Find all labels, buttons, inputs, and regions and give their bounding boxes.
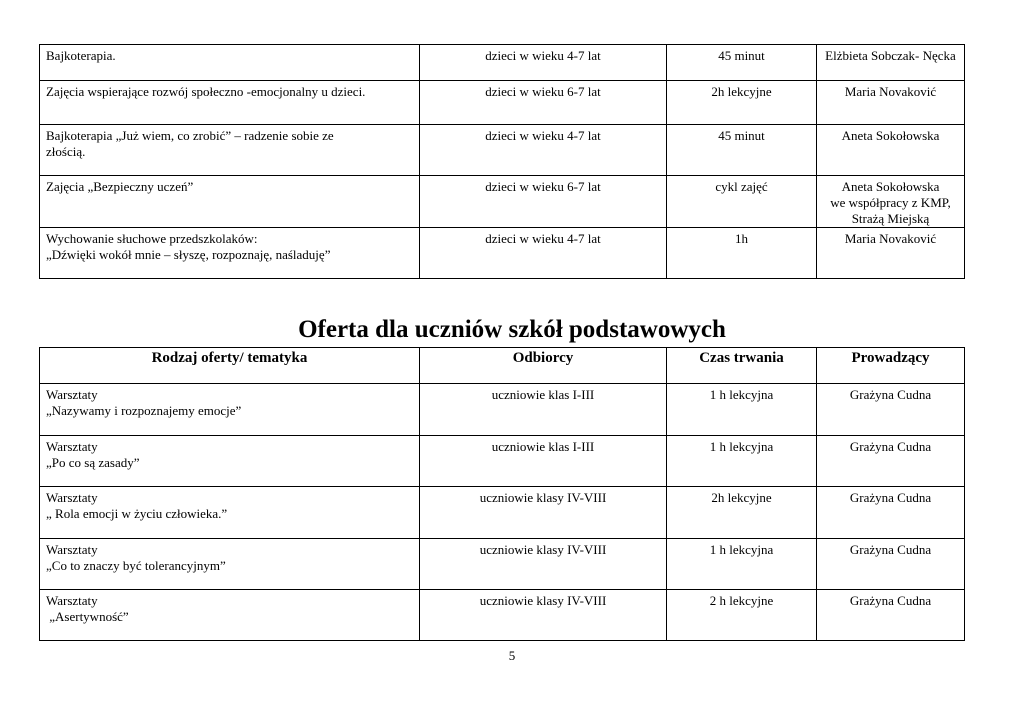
table-header-row — [40, 348, 965, 384]
table-row — [40, 487, 965, 539]
topic-cell — [40, 590, 420, 641]
table-row — [40, 81, 965, 125]
topic-text: „Po co są zasady” — [46, 455, 140, 470]
audience-cell: dzieci w wieku 6-7 lat — [420, 81, 667, 125]
duration-cell: 45 minut — [667, 45, 817, 81]
topic-text: Warsztaty — [46, 439, 98, 454]
topic-text: Bajkoterapia „Już wiem, co zrobić” – radzenie sobie ze — [46, 128, 334, 143]
audience-cell: uczniowie klasy IV-VIII — [420, 487, 667, 539]
topic-text: Bajkoterapia. — [46, 48, 116, 63]
topic-text: Warsztaty — [46, 490, 98, 505]
audience-cell: dzieci w wieku 6-7 lat — [420, 176, 667, 228]
leader-text: Maria Novaković — [844, 231, 937, 246]
leader-cell — [817, 487, 965, 539]
leader-text: Aneta Sokołowska — [841, 128, 940, 143]
leader-text: Aneta Sokołowska — [841, 179, 940, 194]
duration-cell: 2h lekcyjne — [667, 487, 817, 539]
leader-cell — [817, 436, 965, 487]
audience-cell: uczniowie klas I-III — [420, 436, 667, 487]
table-row — [40, 228, 965, 279]
duration-cell: 45 minut — [667, 125, 817, 176]
leader-text: Grażyna Cudna — [849, 490, 932, 505]
primary-school-offer-table — [39, 347, 965, 641]
topic-text: „Co to znaczy być tolerancyjnym” — [46, 558, 226, 573]
table-row — [40, 539, 965, 590]
leader-text: Strażą Miejską — [851, 211, 930, 226]
leader-text: Grażyna Cudna — [849, 542, 932, 557]
leader-cell — [817, 590, 965, 641]
topic-cell — [40, 487, 420, 539]
column-header-duration: Czas trwania — [667, 348, 817, 384]
topic-text: Warsztaty — [46, 542, 98, 557]
leader-text: Grażyna Cudna — [849, 439, 932, 454]
leader-cell — [817, 81, 965, 125]
duration-cell: 1 h lekcyjna — [667, 539, 817, 590]
topic-cell — [40, 81, 420, 125]
topic-cell — [40, 436, 420, 487]
leader-cell — [817, 125, 965, 176]
topic-cell — [40, 228, 420, 279]
leader-text: Grażyna Cudna — [849, 593, 932, 608]
topic-text: Zajęcia „Bezpieczny uczeń” — [46, 179, 194, 194]
table-row — [40, 384, 965, 436]
table-row — [40, 125, 965, 176]
duration-cell: 2h lekcyjne — [667, 81, 817, 125]
topic-text: Wychowanie słuchowe przedszkolaków: — [46, 231, 258, 246]
topic-cell — [40, 125, 420, 176]
leader-cell — [817, 45, 965, 81]
duration-cell: cykl zajęć — [667, 176, 817, 228]
column-header-topic: Rodzaj oferty/ tematyka — [40, 348, 420, 384]
topic-text: Warsztaty — [46, 593, 98, 608]
leader-cell — [817, 176, 965, 228]
topic-cell — [40, 539, 420, 590]
audience-cell: uczniowie klas I-III — [420, 384, 667, 436]
topic-text: „Dźwięki wokół mnie – słyszę, rozpoznaję, naśladuję” — [46, 247, 331, 262]
section-heading: Oferta dla uczniów szkół podstawowych — [298, 316, 726, 343]
table-row — [40, 436, 965, 487]
duration-cell: 1h — [667, 228, 817, 279]
topic-cell — [40, 176, 420, 228]
audience-cell: dzieci w wieku 4-7 lat — [420, 228, 667, 279]
leader-text: we współpracy z KMP, — [830, 195, 951, 210]
leader-text: Elżbieta Sobczak- Nęcka — [825, 48, 956, 63]
duration-cell: 2 h lekcyjne — [667, 590, 817, 641]
table-row — [40, 45, 965, 81]
topic-text: „ Rola emocji w życiu człowieka.” — [46, 506, 228, 521]
topic-text: „Nazywamy i rozpoznajemy emocje” — [46, 403, 242, 418]
audience-cell: dzieci w wieku 4-7 lat — [420, 45, 667, 81]
preschool-offer-table — [39, 44, 965, 279]
column-header-leader: Prowadzący — [817, 348, 965, 384]
duration-cell: 1 h lekcyjna — [667, 436, 817, 487]
topic-text: „Asertywność” — [46, 609, 129, 624]
topic-text: złością. — [46, 144, 86, 159]
duration-cell: 1 h lekcyjna — [667, 384, 817, 436]
topic-cell — [40, 45, 420, 81]
audience-cell: uczniowie klasy IV-VIII — [420, 590, 667, 641]
topic-text: Zajęcia wspierające rozwój społeczno -emocjonalny u dzieci. — [46, 84, 366, 99]
table-row — [40, 176, 965, 228]
leader-cell — [817, 384, 965, 436]
topic-text: Warsztaty — [46, 387, 98, 402]
audience-cell: uczniowie klasy IV-VIII — [420, 539, 667, 590]
table-row — [40, 590, 965, 641]
leader-text: Grażyna Cudna — [849, 387, 932, 402]
leader-cell — [817, 539, 965, 590]
leader-cell — [817, 228, 965, 279]
topic-cell — [40, 384, 420, 436]
audience-cell: dzieci w wieku 4-7 lat — [420, 125, 667, 176]
column-header-audience: Odbiorcy — [420, 348, 667, 384]
page-number: 5 — [508, 648, 516, 663]
leader-text: Maria Novaković — [844, 84, 937, 99]
